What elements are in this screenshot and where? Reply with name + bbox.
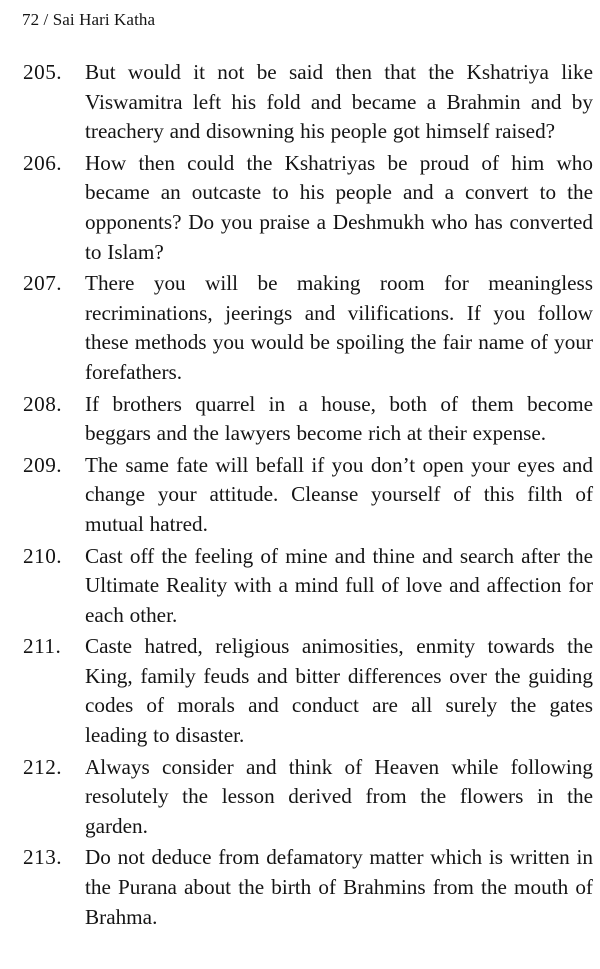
verse-number: 206. xyxy=(23,150,63,175)
verse-text: How then could the Kshatriyas be proud of him who became an outcaste to his people and a convert to the opponents? Do you praise a Deshmukh who has converted to Islam? xyxy=(85,150,593,264)
verse-text: But would it not be said then that the Kshatriya like Viswamitra left his fold and became a Brahmin and by treachery and disowning his people got himself raised? xyxy=(85,60,593,144)
verse-210 xyxy=(23,542,593,631)
verse-number: 207. xyxy=(23,271,63,296)
verse-text: There you will be making room for meaningless recriminations, jeerings and vilifications. If you follow these methods you would be spoiling the fair name of your forefathers. xyxy=(85,271,593,384)
verse-number: 211. xyxy=(23,634,62,659)
verse-number: 208. xyxy=(23,391,63,416)
verse-211 xyxy=(23,632,593,750)
verse-number: 213. xyxy=(23,845,63,870)
verse-text: The same fate will befall if you don’t open your eyes and change your attitude. Cleanse yourself of this filth of mutual hatred. xyxy=(85,452,593,536)
verse-213 xyxy=(23,843,593,932)
verse-212 xyxy=(23,753,593,842)
verse-208 xyxy=(23,390,593,449)
verse-209 xyxy=(23,451,593,540)
running-head: 72 / Sai Hari Katha xyxy=(22,10,156,29)
verse-number: 210. xyxy=(23,543,63,568)
verse-207 xyxy=(23,269,593,387)
verse-text: If brothers quarrel in a house, both of them become beggars and the lawyers become rich at their expense. xyxy=(85,391,593,446)
verse-206 xyxy=(23,149,593,267)
verse-text: Always consider and think of Heaven while following resolutely the lesson derived from the flowers in the garden. xyxy=(85,754,593,838)
verse-number: 205. xyxy=(23,60,63,84)
verse-text: Cast off the feeling of mine and thine and search after the Ultimate Reality with a mind full of love and affection for each other. xyxy=(85,543,593,627)
verse-205 xyxy=(23,58,593,147)
verse-number: 209. xyxy=(23,452,63,477)
verse-text: Do not deduce from defamatory matter which is written in the Purana about the birth of Brahmins from the mouth of Brahma. xyxy=(85,845,593,929)
verse-text: Caste hatred, religious animosities, enmity towards the King, family feuds and bitter differences over the guiding codes of morals and conduct are all surely the gates leading to disaster. xyxy=(85,634,593,748)
verse-list xyxy=(23,58,593,934)
verse-number: 212. xyxy=(23,754,63,779)
